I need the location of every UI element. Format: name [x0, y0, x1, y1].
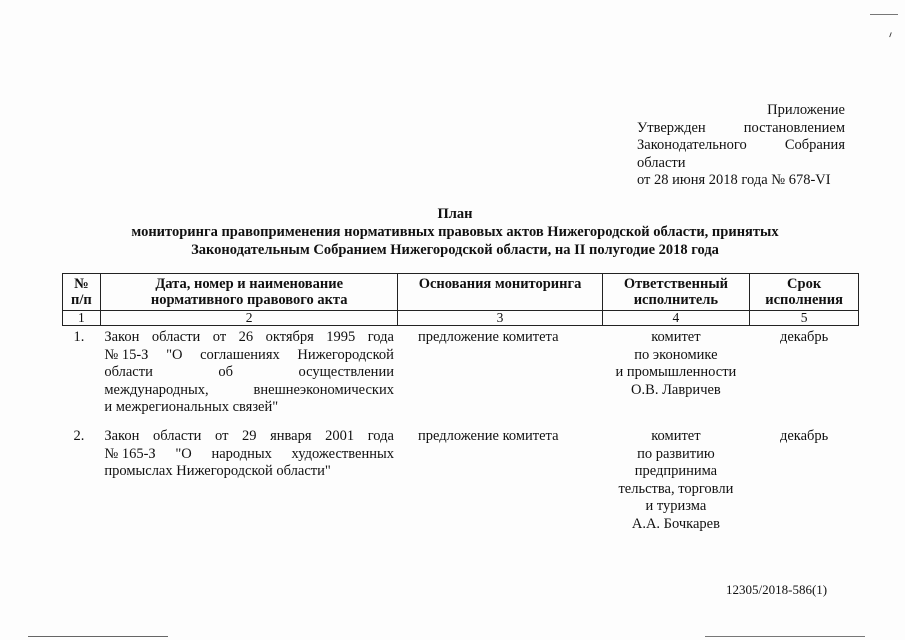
header-text: исполнитель [633, 292, 719, 308]
scan-artifact-line [705, 636, 865, 637]
header-basis [398, 274, 602, 311]
act-word: 26 [238, 329, 254, 345]
act-word: октября [265, 329, 314, 345]
act-word: об [218, 364, 233, 380]
row-act [100, 425, 398, 536]
row-term: декабрь [779, 329, 829, 345]
executor-line: тельства, торговли [618, 480, 734, 497]
header-text: Ответственный [623, 276, 728, 292]
act-word: художественных [291, 445, 394, 462]
executor-line: предпринима [634, 463, 718, 479]
approval-word: Законодательного [637, 137, 747, 153]
executor-line: по экономике [634, 346, 718, 363]
act-word: Закон [104, 428, 140, 444]
executor-line: и промышленности [615, 364, 737, 380]
header-executor [602, 274, 750, 311]
row-basis: предложение комитета [417, 428, 559, 444]
act-word: "О [175, 445, 192, 462]
header-text: Дата, номер и наименование [155, 276, 344, 292]
act-word: соглашениях [200, 346, 280, 363]
approval-word: постановлением [743, 119, 845, 136]
act-word: области [152, 428, 202, 444]
document-subtitle-line1: мониторинга правоприменения нормативных правовых актов Нижегородской области, принятых [131, 224, 779, 240]
header-text: нормативного правового акта [150, 292, 348, 308]
row-term: декабрь [779, 428, 829, 444]
approval-word: Утвержден [637, 119, 706, 136]
act-word: 2001 [325, 428, 355, 444]
registration-code: 12305/2018-586(1) [726, 582, 828, 597]
document-subtitle-line2: Законодательным Собранием Нижегородской области, на II полугодие 2018 года [191, 242, 719, 258]
act-word: "О [166, 346, 183, 363]
act-line: промыслах Нижегородской области" [104, 463, 331, 479]
act-line [104, 446, 394, 464]
table-row [63, 425, 859, 536]
act-word: 1995 [326, 329, 356, 345]
column-number: 1 [63, 311, 101, 326]
act-word: Закон [104, 329, 140, 345]
row-basis: предложение комитета [417, 329, 559, 345]
column-number: 2 [100, 311, 398, 326]
act-line [104, 347, 394, 365]
approval-block [637, 102, 845, 190]
act-word: области [151, 329, 201, 345]
executor-line: и туризма [645, 498, 707, 514]
executor-line: комитет [651, 428, 701, 444]
act-word: международных, [104, 381, 209, 398]
act-word: народных [211, 445, 272, 462]
act-word: года [367, 329, 394, 345]
act-word: области [104, 364, 153, 380]
monitoring-plan-table [62, 273, 859, 536]
act-word: внешнеэкономических [253, 381, 394, 398]
column-number-row [63, 311, 859, 326]
column-number: 3 [398, 311, 602, 326]
approval-line-region: области [637, 154, 686, 171]
act-word: от [215, 428, 229, 444]
scan-artifact-line [28, 636, 168, 637]
header-text: п/п [71, 292, 92, 308]
executor-line: комитет [651, 329, 701, 345]
header-text: Срок [787, 276, 822, 292]
act-word: № 15-З [104, 346, 149, 363]
column-number: 4 [602, 311, 750, 326]
act-word: января [270, 428, 312, 444]
header-act [100, 274, 398, 311]
act-line [104, 364, 394, 382]
document-title: План [437, 206, 473, 222]
act-line [104, 428, 394, 446]
act-word: 29 [242, 428, 257, 444]
act-word: № 165-З [104, 445, 156, 462]
header-text: исполнения [765, 292, 843, 308]
row-number: 1. [73, 329, 85, 345]
row-act [100, 326, 398, 426]
row-executor [602, 425, 750, 536]
header-text: Основания мониторинга [418, 276, 582, 292]
act-line [104, 382, 394, 400]
approval-word: Собрания [784, 137, 845, 153]
approval-line-assembly [637, 137, 845, 155]
executor-line: по развитию [637, 445, 715, 462]
approval-line-date: от 28 июня 2018 года № 678-VI [637, 172, 831, 188]
approval-line-approved [637, 120, 845, 138]
act-word: от [212, 329, 227, 345]
row-number: 2. [73, 428, 85, 444]
scan-artifact-mark: ᐟ [886, 29, 897, 45]
column-number: 5 [750, 311, 859, 326]
act-word: Нижегородской [297, 346, 394, 363]
act-line: и межрегиональных связей" [104, 399, 279, 415]
table-row [63, 326, 859, 426]
act-line [104, 329, 394, 347]
header-text: № [74, 276, 89, 292]
executor-line: О.В. Лавричев [631, 381, 721, 398]
act-word: года [367, 428, 394, 444]
header-number [63, 274, 101, 311]
executor-line: А.А. Бочкарев [631, 515, 720, 532]
approval-appendix: Приложение [767, 102, 845, 118]
table-header-row [63, 274, 859, 311]
row-executor [602, 326, 750, 426]
scan-artifact-line [870, 14, 898, 15]
header-term [750, 274, 859, 311]
act-word: осуществлении [298, 364, 394, 380]
